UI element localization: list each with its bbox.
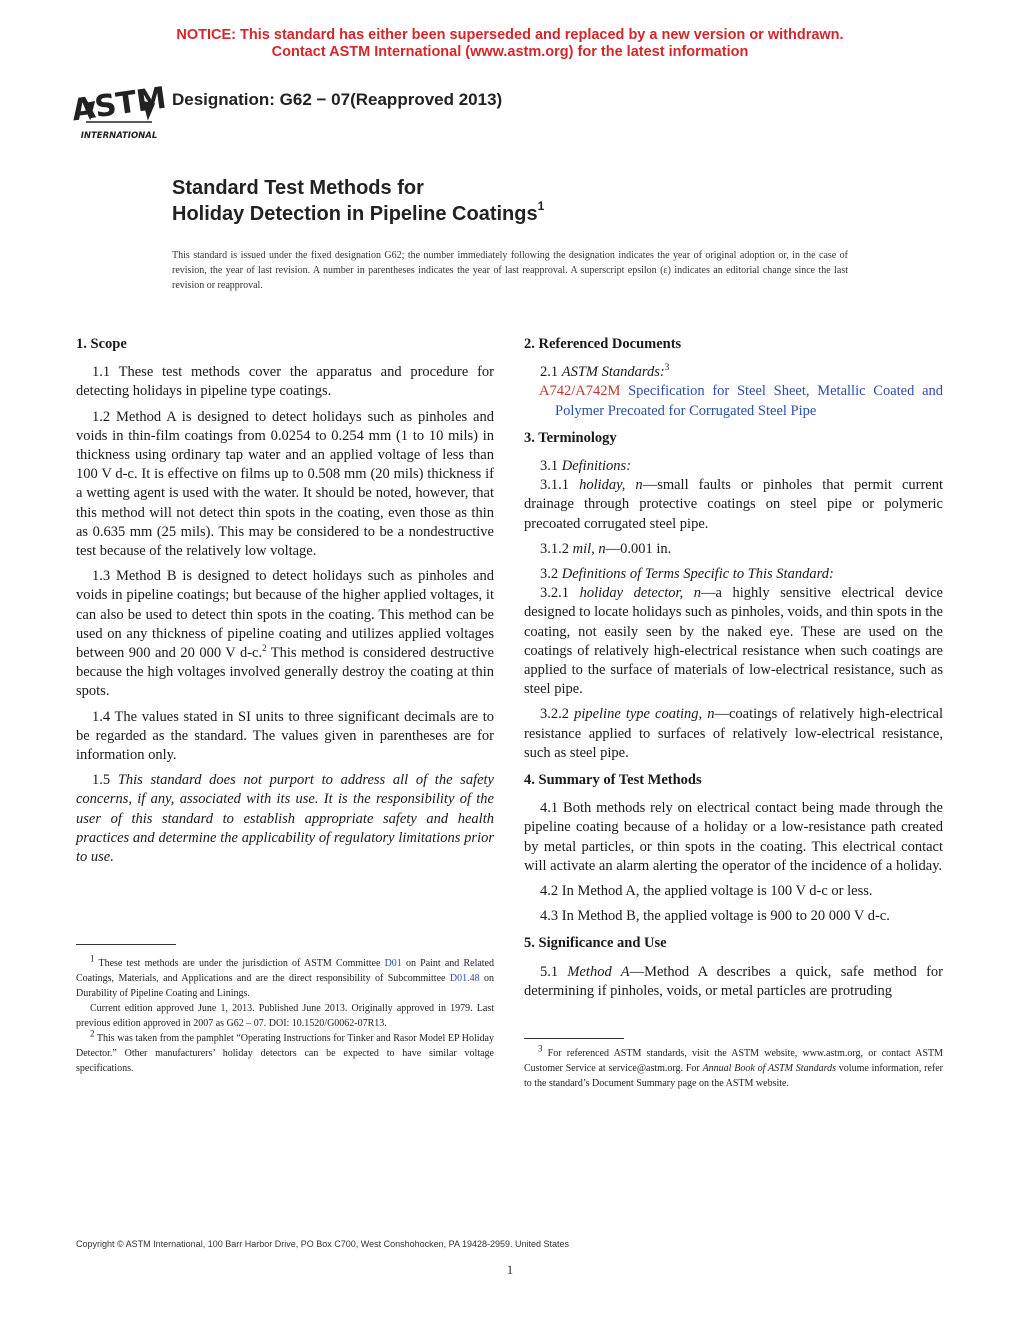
designation: Designation: G62 − 07(Reapproved 2013)	[172, 90, 503, 109]
right-column	[524, 335, 943, 1007]
footnote-2: $^2$ This was taken from the pamphlet “Operating Instructions for Tinker and Rasor Model EP Holiday Detector.” Other manufacturers’ holiday detectors can be expected to have similar voltage specifications.	[76, 1028, 494, 1074]
reference-title-link[interactable]: Specification for Steel Sheet, Metallic Coated and Polymer Precoated for Corrugated Steel Pipe	[555, 383, 943, 419]
section-heading-terminology: 3. Terminology	[524, 429, 617, 446]
paragraph-3-1-1: 3.1.1 holiday, n—small faults or pinholes that permit current drainage through protective coatings on steel pipe or polymeric precoated corrugated steel pipe.	[524, 477, 943, 532]
footnotes-right	[524, 1043, 943, 1091]
section-heading-referenced-documents: 2. Referenced Documents	[524, 336, 682, 352]
document-title	[172, 175, 544, 227]
astm-logo-icon	[69, 74, 169, 144]
logo-letters: ASTM	[69, 80, 169, 129]
paragraph-4-1: 4.1 Both methods rely on electrical contact being made through the pipeline coating because of a holiday or a low-resistance path created by metal particles, or thin spots in the coating. This electrical contact will activate an alarm alerting the operator of the incidence of a holiday.	[524, 800, 943, 874]
paragraph-1-2: 1.2 Method A is designed to detect holidays such as pinholes and voids in thin-film coatings from 0.0254 to 0.254 mm (1 to 10 mils) in thickness using ordinary tap water and an applied voltage of less than 100 V d-c. It is effective on films up to 0.508 mm (20 mils) thickness if a wetting agent is used with the water. It should be noted, however, that this method will not detect thin spots in the coating, even those as thin as 0.635 mm (25 mils). This may be considered to be a nondestructive test because of the relatively low voltage.	[76, 408, 494, 560]
footnote-1: $^1$ These test methods are under the jurisdiction of ASTM Committee D01 on Paint and Related Coatings, Materials, and Applications and are the direct responsibility of Subcommittee D01.48 on Durability of Pipeline Coating and Linings.	[76, 953, 495, 999]
paragraph-1-4: 1.4 The values stated in SI units to three significant decimals are to be regarded as the standard. The values given in parentheses are for information only.	[76, 708, 494, 764]
paragraph-4-3: 4.3 In Method B, the applied voltage is 900 to 20 000 V d-c.	[540, 908, 890, 925]
reference-a742	[524, 382, 943, 420]
reference-code-link[interactable]: A742/A742M	[539, 383, 621, 400]
section-heading-scope: 1. Scope	[76, 336, 127, 352]
footnotes-left	[76, 953, 495, 1076]
footnote-rule-right	[524, 1038, 624, 1039]
paragraph-3-1: 3.1 Definitions:	[540, 458, 632, 475]
left-column	[76, 335, 494, 873]
notice-line-2: Contact ASTM International (www.astm.org) for the latest information	[271, 44, 749, 60]
paragraph-1-3: 1.3 Method B is designed to detect holidays such as pinholes and voids in pipeline coatings; but because of the higher applied voltages, it can also be used to detect thin spots in the coating. This method can be used on any thickness of pipeline coating and utilizes applied voltages between 900 and 20 000 V d-c.$^2$ This method is considered destructive because the high voltages involved generally destroy the coating at thin spots.	[76, 568, 494, 700]
subcommittee-link[interactable]: D01.48	[449, 973, 480, 984]
logo-word: INTERNATIONAL	[80, 131, 158, 141]
committee-link[interactable]: D01	[384, 958, 402, 969]
paragraph-4-2: 4.2 In Method A, the applied voltage is 100 V d-c or less.	[540, 883, 873, 900]
title-line-2: Holiday Detection in Pipeline Coatings$^1$	[172, 199, 545, 225]
footnote-rule-left	[76, 944, 176, 945]
withdrawn-notice	[0, 27, 1020, 61]
paragraph-1-1: 1.1 These test methods cover the apparatus and procedure for detecting holidays in pipeline type coatings.	[76, 364, 494, 400]
title-line-1: Standard Test Methods for	[172, 177, 424, 199]
paragraph-3-1-2: 3.1.2 mil, n—0.001 in.	[540, 540, 672, 557]
section-heading-significance: 5. Significance and Use	[524, 935, 667, 952]
footnote-1-edition: Current edition approved June 1, 2013. Published June 2013. Originally approved in 1979. Last previous edition approved in 2007 as G62 – 07. DOI: 10.1520/G0062-07R13.	[76, 1003, 494, 1029]
copyright-line: Copyright © ASTM International, 100 Barr Harbor Drive, PO Box C700, West Conshohocken, PA 19428-2959. United States	[76, 1239, 570, 1249]
page-number: 1	[506, 1262, 514, 1277]
notice-line-1: NOTICE: This standard has either been superseded and replaced by a new version or withdrawn.	[176, 27, 844, 43]
section-heading-summary: 4. Summary of Test Methods	[524, 772, 702, 789]
paragraph-3-2: 3.2 Definitions of Terms Specific to This Standard:	[540, 566, 834, 583]
paragraph-3-2-2: 3.2.2 pipeline type coating, n—coatings of relatively high-electrical resistance applied to surfaces of relatively low-electrical resistance, such as steel pipe.	[524, 706, 943, 761]
paragraph-3-2-1: 3.2.1 holiday detector, n—a highly sensitive electrical device designed to locate holidays such as pinholes, voids, and thin spots in the coating, not easily seen by the naked eye. These are used on the coatings of relatively high-electrical resistance when such coatings are applied to the surface of materials of low-electrical resistance, such as steel pipe.	[524, 585, 943, 698]
issuance-note: This standard is issued under the fixed designation G62; the number immediately following the designation indicates the year of original adoption or, in the case of revision, the year of last revision. A number in parentheses indicates the year of last reapproval. A superscript epsilon (ε) indicates an editorial change since the last revision or reapproval.	[172, 250, 848, 291]
footnote-3: $^3$ For referenced ASTM standards, visit the ASTM website, www.astm.org, or contact ASTM Customer Service at service@astm.org. For Annual Book of ASTM Standards volume information, refer to the standard’s Document Summary page on the ASTM website.	[524, 1043, 943, 1089]
paragraph-1-5: 1.5 This standard does not purport to address all of the safety concerns, if any, associated with its use. It is the responsibility of the user of this standard to establish appropriate safety and health practices and determine the applicability of regulatory limitations prior to use.	[76, 772, 494, 866]
paragraph-5-1: 5.1 Method A—Method A describes a quick, safe method for determining if pinholes, voids, or metal particles are protruding	[524, 963, 943, 999]
paragraph-2-1: 2.1 ASTM Standards:$^3$	[540, 362, 670, 381]
